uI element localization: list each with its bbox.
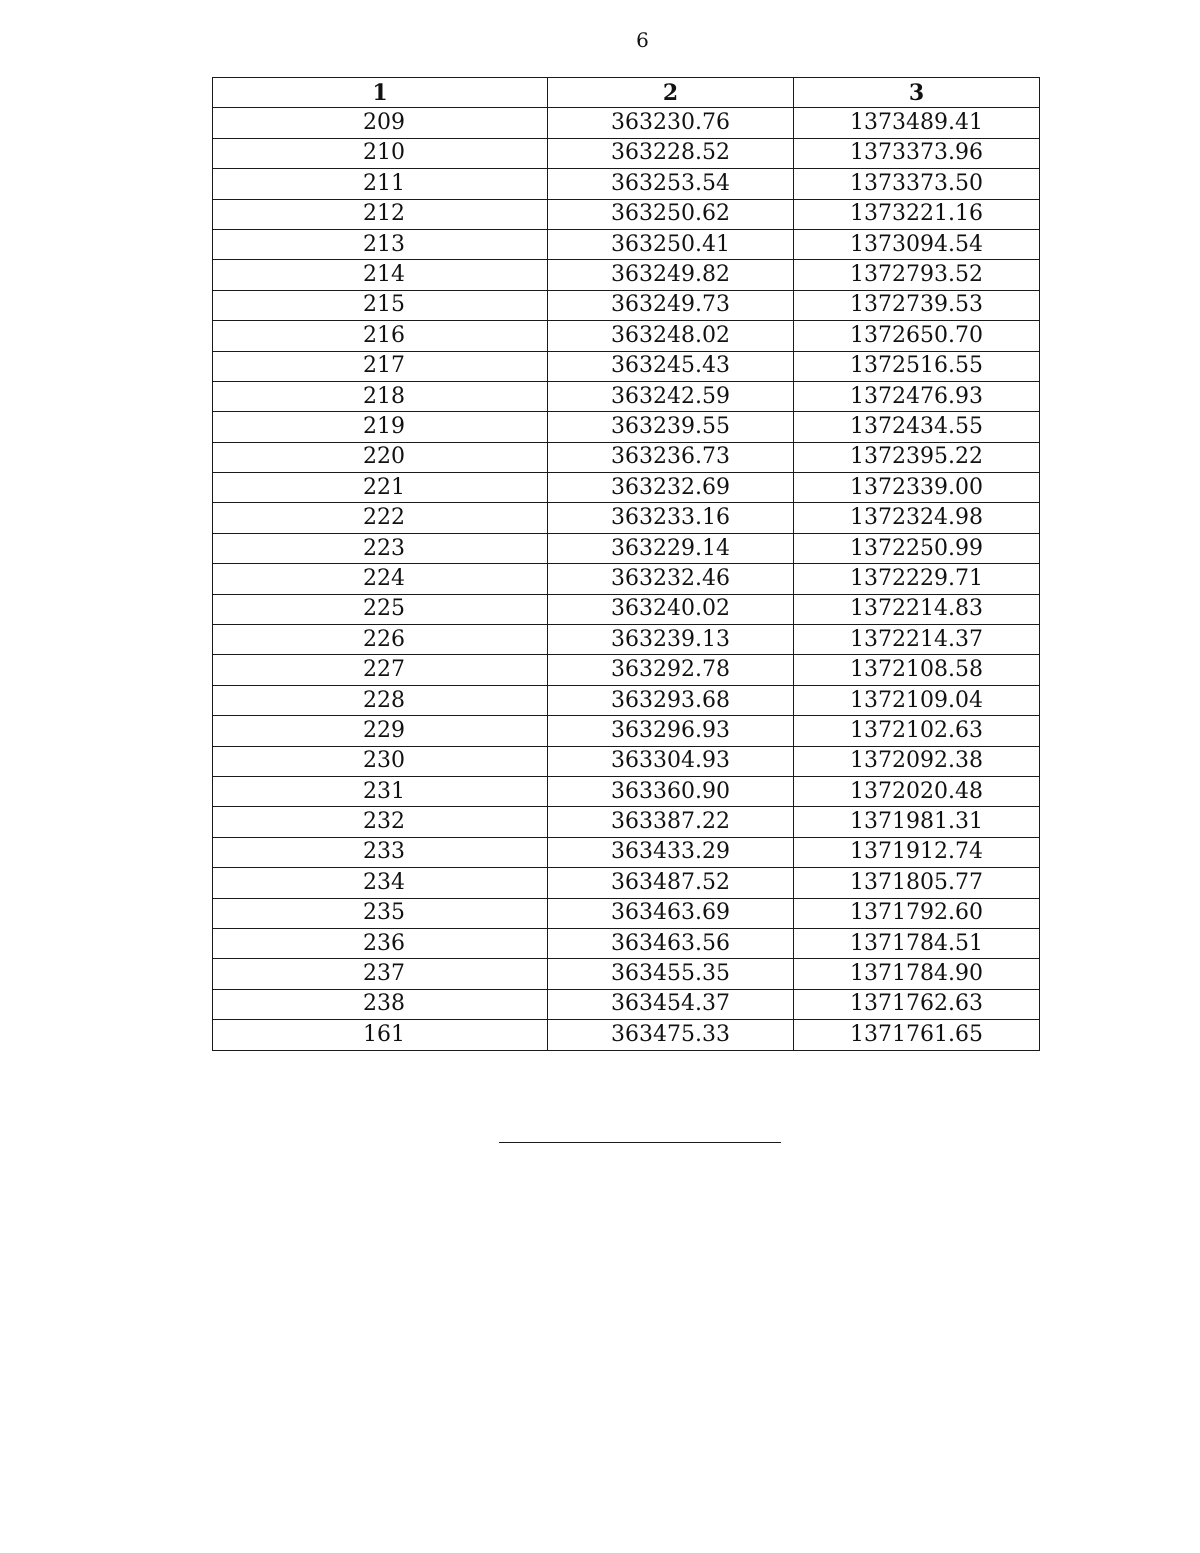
page-number: 6	[636, 28, 649, 52]
y-coordinate-cell: 1372739.53	[794, 290, 1040, 320]
signature-line	[499, 1142, 781, 1143]
x-coordinate-cell: 363293.68	[548, 685, 794, 715]
point-number-cell: 230	[213, 746, 548, 776]
point-number-cell: 235	[213, 898, 548, 928]
y-coordinate-cell: 1371805.77	[794, 868, 1040, 898]
x-coordinate-cell: 363248.02	[548, 321, 794, 351]
table-row	[213, 959, 1040, 989]
table-row	[213, 564, 1040, 594]
y-coordinate-cell: 1372250.99	[794, 533, 1040, 563]
x-coordinate-cell: 363253.54	[548, 169, 794, 199]
point-number-cell: 216	[213, 321, 548, 351]
y-coordinate-cell: 1373094.54	[794, 229, 1040, 259]
point-number-cell: 224	[213, 564, 548, 594]
x-coordinate-cell: 363360.90	[548, 776, 794, 806]
x-coordinate-cell: 363230.76	[548, 108, 794, 138]
point-number-cell: 234	[213, 868, 548, 898]
x-coordinate-cell: 363463.56	[548, 928, 794, 958]
table-row	[213, 928, 1040, 958]
header-row	[213, 78, 1040, 108]
y-coordinate-cell: 1372108.58	[794, 655, 1040, 685]
y-coordinate-cell: 1372434.55	[794, 412, 1040, 442]
point-number-cell: 238	[213, 989, 548, 1019]
table-row	[213, 898, 1040, 928]
y-coordinate-cell: 1372650.70	[794, 321, 1040, 351]
table-header	[213, 78, 1040, 108]
y-coordinate-cell: 1372109.04	[794, 685, 1040, 715]
x-coordinate-cell: 363387.22	[548, 807, 794, 837]
y-coordinate-cell: 1373221.16	[794, 199, 1040, 229]
y-coordinate-cell: 1372102.63	[794, 716, 1040, 746]
table-row	[213, 868, 1040, 898]
y-coordinate-cell: 1371784.51	[794, 928, 1040, 958]
x-coordinate-cell: 363455.35	[548, 959, 794, 989]
x-coordinate-cell: 363463.69	[548, 898, 794, 928]
y-coordinate-cell: 1373373.96	[794, 138, 1040, 168]
y-coordinate-cell: 1372214.37	[794, 625, 1040, 655]
table-row	[213, 1020, 1040, 1050]
x-coordinate-cell: 363240.02	[548, 594, 794, 624]
y-coordinate-cell: 1373489.41	[794, 108, 1040, 138]
table-row	[213, 746, 1040, 776]
x-coordinate-cell: 363433.29	[548, 837, 794, 867]
table-row	[213, 412, 1040, 442]
point-number-cell: 213	[213, 229, 548, 259]
table-row	[213, 503, 1040, 533]
point-number-cell: 236	[213, 928, 548, 958]
y-coordinate-cell: 1371762.63	[794, 989, 1040, 1019]
point-number-cell: 229	[213, 716, 548, 746]
table-body	[213, 108, 1040, 1050]
y-coordinate-cell: 1371784.90	[794, 959, 1040, 989]
table-row	[213, 776, 1040, 806]
y-coordinate-cell: 1372476.93	[794, 381, 1040, 411]
x-coordinate-cell: 363245.43	[548, 351, 794, 381]
x-coordinate-cell: 363454.37	[548, 989, 794, 1019]
y-coordinate-cell: 1372229.71	[794, 564, 1040, 594]
y-coordinate-cell: 1373373.50	[794, 169, 1040, 199]
table-row	[213, 108, 1040, 138]
y-coordinate-cell: 1372020.48	[794, 776, 1040, 806]
point-number-cell: 212	[213, 199, 548, 229]
point-number-cell: 225	[213, 594, 548, 624]
x-coordinate-cell: 363239.13	[548, 625, 794, 655]
y-coordinate-cell: 1372516.55	[794, 351, 1040, 381]
table-row	[213, 169, 1040, 199]
x-coordinate-cell: 363236.73	[548, 442, 794, 472]
y-coordinate-cell: 1371981.31	[794, 807, 1040, 837]
point-number-cell: 222	[213, 503, 548, 533]
y-coordinate-cell: 1371761.65	[794, 1020, 1040, 1050]
point-number-cell: 210	[213, 138, 548, 168]
table-row	[213, 989, 1040, 1019]
x-coordinate-cell: 363233.16	[548, 503, 794, 533]
table-row	[213, 655, 1040, 685]
point-number-cell: 218	[213, 381, 548, 411]
point-number-cell: 220	[213, 442, 548, 472]
point-number-cell: 226	[213, 625, 548, 655]
table-row	[213, 685, 1040, 715]
table-row	[213, 807, 1040, 837]
point-number-cell: 227	[213, 655, 548, 685]
point-number-cell: 231	[213, 776, 548, 806]
x-coordinate-cell: 363292.78	[548, 655, 794, 685]
column-header-1: 1	[213, 78, 548, 108]
x-coordinate-cell: 363239.55	[548, 412, 794, 442]
table-row	[213, 321, 1040, 351]
table-row	[213, 260, 1040, 290]
point-number-cell: 233	[213, 837, 548, 867]
table-row	[213, 837, 1040, 867]
x-coordinate-cell: 363249.82	[548, 260, 794, 290]
table-row	[213, 138, 1040, 168]
table-row	[213, 625, 1040, 655]
y-coordinate-cell: 1371912.74	[794, 837, 1040, 867]
y-coordinate-cell: 1372092.38	[794, 746, 1040, 776]
point-number-cell: 223	[213, 533, 548, 563]
table-row	[213, 473, 1040, 503]
x-coordinate-cell: 363296.93	[548, 716, 794, 746]
y-coordinate-cell: 1372395.22	[794, 442, 1040, 472]
x-coordinate-cell: 363229.14	[548, 533, 794, 563]
point-number-cell: 221	[213, 473, 548, 503]
column-header-3: 3	[794, 78, 1040, 108]
y-coordinate-cell: 1372214.83	[794, 594, 1040, 624]
point-number-cell: 237	[213, 959, 548, 989]
x-coordinate-cell: 363249.73	[548, 290, 794, 320]
x-coordinate-cell: 363250.41	[548, 229, 794, 259]
x-coordinate-cell: 363475.33	[548, 1020, 794, 1050]
y-coordinate-cell: 1372324.98	[794, 503, 1040, 533]
table-row	[213, 290, 1040, 320]
table-row	[213, 533, 1040, 563]
table-row	[213, 594, 1040, 624]
table-row	[213, 199, 1040, 229]
table-row	[213, 716, 1040, 746]
column-header-2: 2	[548, 78, 794, 108]
point-number-cell: 232	[213, 807, 548, 837]
x-coordinate-cell: 363242.59	[548, 381, 794, 411]
y-coordinate-cell: 1372339.00	[794, 473, 1040, 503]
x-coordinate-cell: 363228.52	[548, 138, 794, 168]
x-coordinate-cell: 363232.46	[548, 564, 794, 594]
point-number-cell: 219	[213, 412, 548, 442]
point-number-cell: 215	[213, 290, 548, 320]
table-row	[213, 351, 1040, 381]
x-coordinate-cell: 363304.93	[548, 746, 794, 776]
point-number-cell: 228	[213, 685, 548, 715]
point-number-cell: 211	[213, 169, 548, 199]
y-coordinate-cell: 1371792.60	[794, 898, 1040, 928]
point-number-cell: 209	[213, 108, 548, 138]
point-number-cell: 214	[213, 260, 548, 290]
x-coordinate-cell: 363232.69	[548, 473, 794, 503]
x-coordinate-cell: 363250.62	[548, 199, 794, 229]
table-row	[213, 381, 1040, 411]
coordinates-table	[212, 77, 1040, 1051]
table-row	[213, 229, 1040, 259]
table-row	[213, 442, 1040, 472]
point-number-cell: 161	[213, 1020, 548, 1050]
y-coordinate-cell: 1372793.52	[794, 260, 1040, 290]
x-coordinate-cell: 363487.52	[548, 868, 794, 898]
point-number-cell: 217	[213, 351, 548, 381]
